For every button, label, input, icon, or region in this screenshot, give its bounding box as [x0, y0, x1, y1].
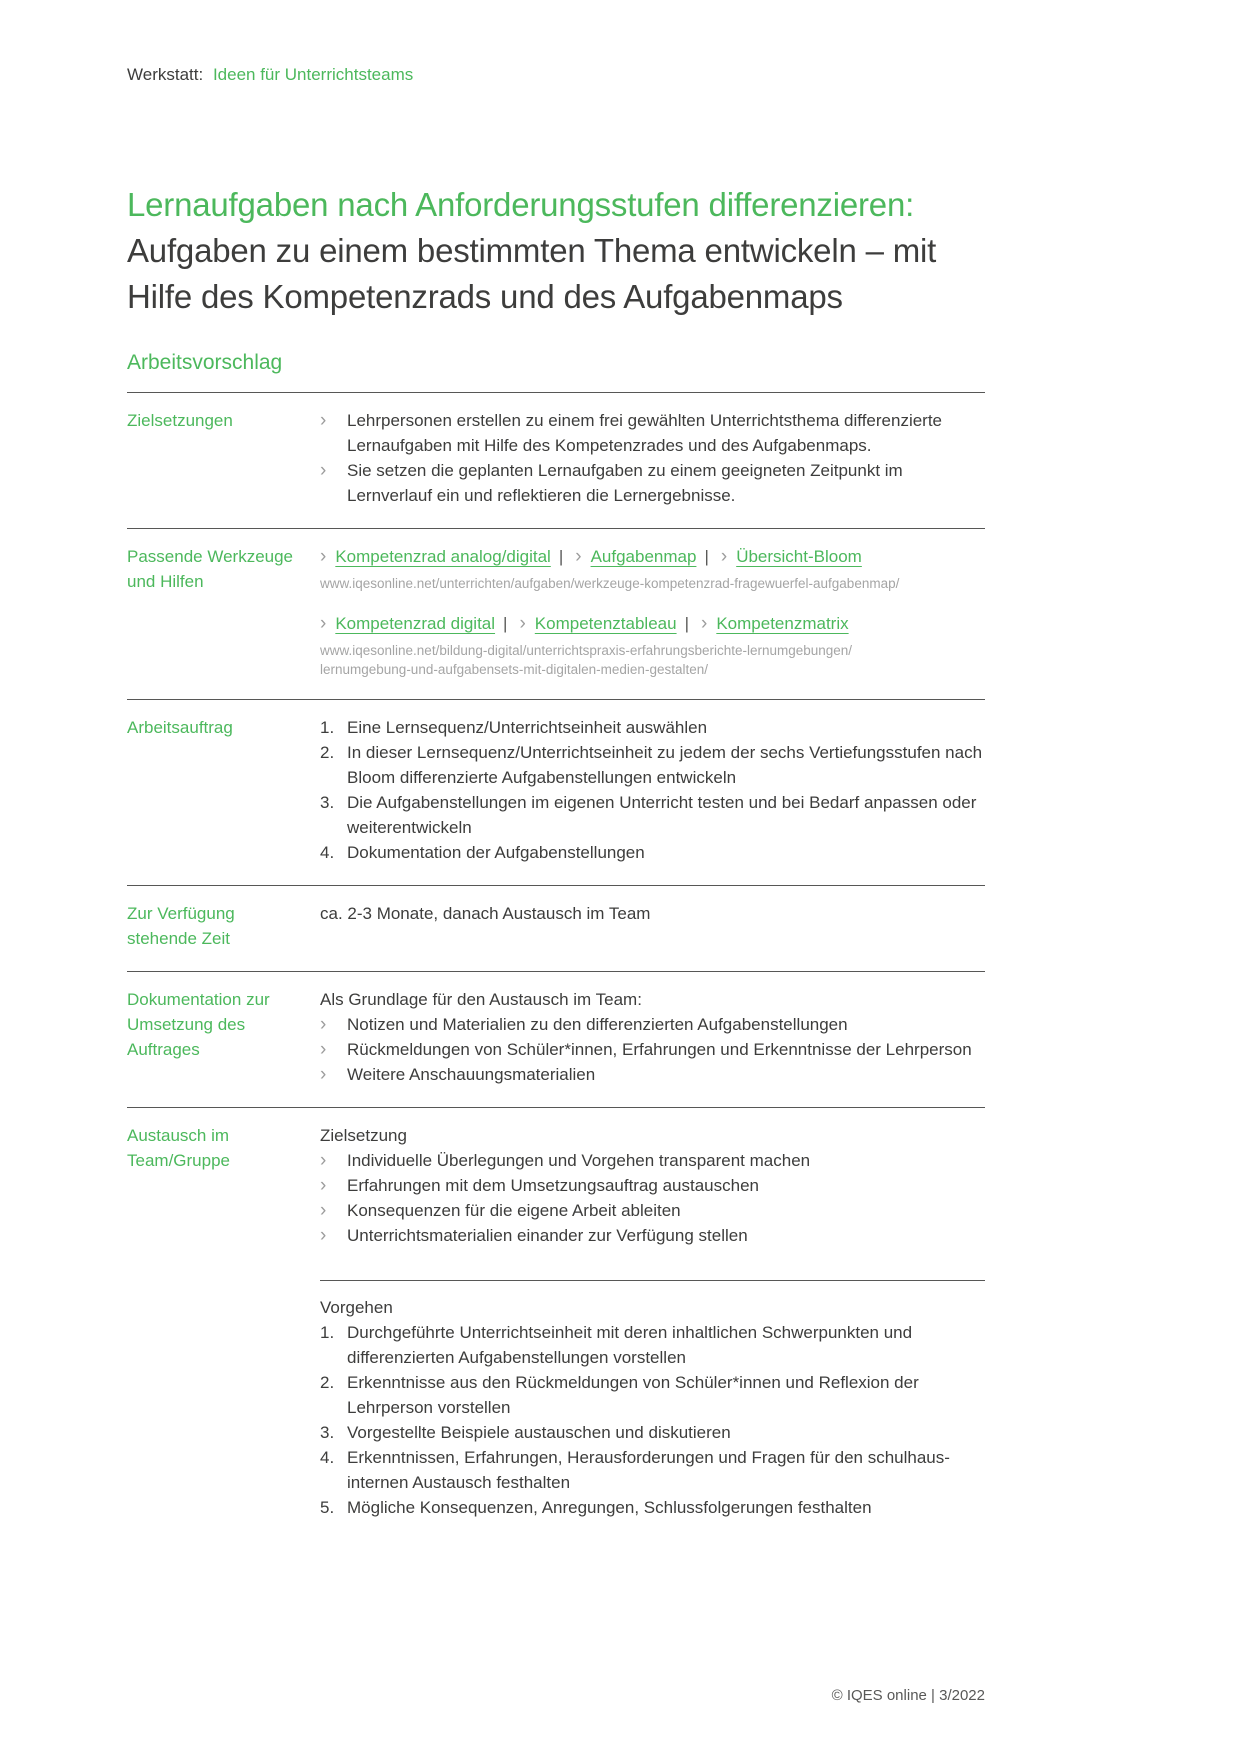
numbered-item [320, 1445, 985, 1495]
item-text: Erkenntnisse aus den Rückmeldungen von Schüler*innen und Reflexion der Lehrperson vorstellen [347, 1373, 919, 1417]
content-divider [320, 1280, 985, 1281]
link-kompetenztableau[interactable]: Kompetenztableau [534, 614, 677, 633]
separator-pipe: | [558, 547, 564, 566]
list-item [320, 408, 985, 458]
item-text: Dokumentation der Aufgabenstellungen [347, 843, 645, 862]
row-dokumentation [127, 971, 985, 1107]
chevron-bullet-icon: › [575, 546, 582, 567]
link-uebersicht-bloom[interactable]: Übersicht-Bloom [736, 547, 862, 566]
tool-links-row-1 [320, 544, 985, 569]
row-label-zielsetzungen: Zielsetzungen [127, 411, 233, 430]
row-content-austausch [320, 1123, 985, 1520]
row-content-arbeitsauftrag [320, 715, 985, 865]
list-item [320, 1037, 985, 1062]
tool-url-2 [320, 641, 985, 679]
chevron-bullet-icon: › [320, 1225, 327, 1246]
link-kompetenzrad-digital[interactable]: Kompetenzrad digital [335, 614, 496, 633]
row-arbeitsauftrag [127, 699, 985, 885]
row-label-werkzeuge: Passende Werkzeuge und Hilfen [127, 547, 294, 591]
section-heading-arbeitsvorschlag: Arbeitsvorschlag [127, 351, 283, 374]
item-number: 1. [320, 1323, 335, 1342]
list-item [320, 1148, 985, 1173]
chevron-bullet-icon: › [320, 1150, 327, 1171]
item-number: 1. [320, 718, 335, 737]
page-title-topic: Lernaufgaben nach Anforderungsstufen differenzieren: [127, 186, 915, 223]
list-item [320, 1173, 985, 1198]
list-item [320, 1223, 985, 1248]
separator-pipe: | [704, 547, 709, 566]
work-proposal-table [127, 392, 985, 1540]
list-item [320, 1198, 985, 1223]
tool-url-1: www.iqesonline.net/unterrichten/aufgaben/werkzeuge-kompetenzrad-fragewuerfel-aufgabenmap/ [320, 576, 900, 591]
numbered-item [320, 1420, 985, 1445]
link-kompetenzrad-analog-digital[interactable]: Kompetenzrad analog/digital [335, 547, 551, 566]
tool-links-row-2 [320, 611, 985, 636]
content-intro: Als Grundlage für den Austausch im Team: [320, 990, 642, 1009]
item-text: Die Aufgabenstellungen im eigenen Unterricht testen und bei Bedarf anpassen oder weiterentwickeln [347, 793, 977, 837]
link-aufgabenmap[interactable]: Aufgabenmap [590, 547, 697, 566]
copyright-text: © IQES online | 3/2022 [831, 1687, 985, 1704]
numbered-item [320, 1320, 985, 1370]
chevron-bullet-icon: › [320, 460, 327, 481]
chevron-bullet-icon: › [320, 546, 327, 567]
item-number: 5. [320, 1498, 335, 1517]
list-item [320, 1012, 985, 1037]
list-item-text: Sie setzen die geplanten Lernaufgaben zu einem geeigneten Zeitpunkt im Lernverlauf ein und reflektieren die Lernergebnisse. [347, 461, 903, 505]
list-item-text: Lehrpersonen erstellen zu einem frei gewählten Unterrichtsthema differenzierte Lernaufgaben mit Hilfe des Kompetenzrades und des Aufgabenmaps. [347, 411, 943, 455]
item-number: 4. [320, 843, 335, 862]
list-item-text: Erfahrungen mit dem Umsetzungsauftrag austauschen [347, 1176, 760, 1195]
header-series-title: Ideen für Unterrichtsteams [212, 65, 414, 84]
row-content-werkzeuge [320, 544, 985, 679]
subsection-title-zielsetzung: Zielsetzung [320, 1126, 407, 1145]
row-austausch [127, 1107, 985, 1540]
item-text: Mögliche Konsequenzen, Anregungen, Schlussfolgerungen festhalten [347, 1498, 872, 1517]
item-number: 4. [320, 1448, 335, 1467]
chevron-bullet-icon: › [701, 613, 708, 634]
chevron-bullet-icon: › [519, 613, 526, 634]
chevron-bullet-icon: › [320, 1200, 327, 1221]
chevron-bullet-icon: › [720, 546, 728, 567]
page-footer [127, 1687, 985, 1704]
item-text: Durchgeführte Unterrichtseinheit mit deren inhaltlichen Schwerpunkten und differenzierten Aufgabenstellungen vorstellen [347, 1323, 913, 1367]
chevron-bullet-icon: › [320, 410, 327, 431]
chevron-bullet-icon: › [320, 1014, 327, 1035]
chevron-bullet-icon: › [320, 1175, 327, 1196]
page-title [127, 182, 985, 320]
item-text: Erkenntnissen, Erfahrungen, Herausforderungen und Fragen für den schulhaus-internen Austausch festhalten [347, 1448, 950, 1492]
item-text: In dieser Lernsequenz/Unterrichtseinheit zu jedem der sechs Vertiefungsstufen nach Bloom differenzierte Aufgabenstellungen entwickeln [347, 743, 983, 787]
list-item-text: Weitere Anschauungsmaterialien [347, 1065, 596, 1084]
row-content-zeit: ca. 2-3 Monate, danach Austausch im Team [320, 904, 651, 923]
document-header [127, 0, 985, 86]
row-zeit [127, 885, 985, 971]
row-content-dokumentation [320, 987, 985, 1087]
item-number: 3. [320, 1423, 335, 1442]
item-text: Eine Lernsequenz/Unterrichtseinheit auswählen [347, 718, 708, 737]
numbered-item [320, 715, 985, 740]
list-item-text: Notizen und Materialien zu den differenzierten Aufgabenstellungen [347, 1015, 848, 1034]
list-item-text: Individuelle Überlegungen und Vorgehen transparent machen [347, 1151, 811, 1170]
link-kompetenzmatrix[interactable]: Kompetenzmatrix [716, 614, 849, 633]
chevron-bullet-icon: › [320, 1064, 327, 1085]
item-number: 2. [320, 1373, 335, 1392]
list-item-text: Unterrichtsmaterialien einander zur Verfügung stellen [347, 1226, 748, 1245]
row-zielsetzungen [127, 392, 985, 528]
header-prefix: Werkstatt: [127, 65, 204, 84]
list-item [320, 1062, 985, 1087]
list-item-text: Rückmeldungen von Schüler*innen, Erfahrungen und Erkenntnisse der Lehrperson [347, 1040, 972, 1059]
row-werkzeuge [127, 528, 985, 699]
item-number: 3. [320, 793, 335, 812]
page-title-subtitle: Aufgaben zu einem bestimmten Thema entwickeln – mit Hilfe des Kompetenzrads und des Aufgabenmaps [127, 232, 937, 315]
separator-pipe: | [503, 614, 508, 633]
numbered-item [320, 790, 985, 840]
item-text: Vorgestellte Beispiele austauschen und diskutieren [347, 1423, 731, 1442]
row-label-austausch: Austausch im Team/Gruppe [127, 1126, 230, 1170]
numbered-item [320, 840, 985, 865]
tool-url-2-line-2: lernumgebung-und-aufgabensets-mit-digitalen-medien-gestalten/ [320, 662, 708, 677]
chevron-bullet-icon: › [320, 613, 327, 634]
chevron-bullet-icon: › [320, 1039, 327, 1060]
numbered-item [320, 740, 985, 790]
row-label-dokumentation: Dokumentation zur Umsetzung des Auftrages [127, 990, 270, 1059]
row-label-zeit: Zur Verfügung stehende Zeit [127, 904, 235, 948]
subsection-title-vorgehen: Vorgehen [320, 1298, 393, 1317]
tool-url-2-line-1: www.iqesonline.net/bildung-digital/unterrichtspraxis-erfahrungsberichte-lernumgebungen/ [320, 643, 853, 658]
numbered-item [320, 1495, 985, 1520]
numbered-item [320, 1370, 985, 1420]
list-item-text: Konsequenzen für die eigene Arbeit ableiten [347, 1201, 681, 1220]
row-content-zielsetzungen [320, 408, 985, 508]
row-label-arbeitsauftrag: Arbeitsauftrag [127, 718, 233, 737]
separator-pipe: | [684, 614, 689, 633]
item-number: 2. [320, 743, 335, 762]
list-item [320, 458, 985, 508]
